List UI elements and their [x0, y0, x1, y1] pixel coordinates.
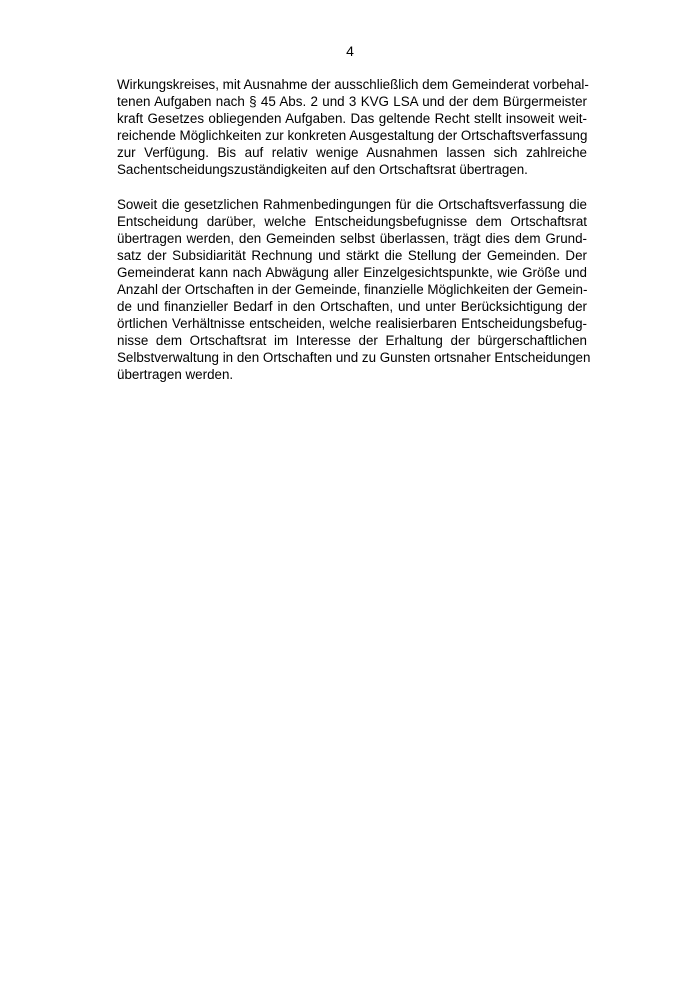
text-line: örtlichen Verhältnisse entscheiden, welche realisierbaren Entscheidungsbefug- — [117, 316, 587, 331]
text-line: Wirkungskreises, mit Ausnahme der ausschließlich dem Gemeinderat vorbehal- — [117, 77, 589, 92]
text-line: übertragen werden, den Gemeinden selbst überlassen, trägt dies dem Grund- — [117, 231, 587, 246]
paragraph-1 — [117, 76, 587, 178]
text-line: Soweit die gesetzlichen Rahmenbedingungen für die Ortschaftsverfassung die — [117, 197, 587, 212]
text-line: übertragen werden. — [117, 367, 234, 382]
text-line: Anzahl der Ortschaften in der Gemeinde, finanzielle Möglichkeiten der Gemein- — [117, 282, 588, 297]
text-line: Selbstverwaltung in den Ortschaften und zu Gunsten ortsnaher Entscheidungen — [117, 350, 591, 365]
page-number: 4 — [346, 43, 354, 59]
text-line: kraft Gesetzes obliegenden Aufgaben. Das geltende Recht stellt insoweit weit- — [117, 111, 587, 126]
text-line: Gemeinderat kann nach Abwägung aller Einzelgesichtspunkte, wie Größe und — [117, 265, 587, 280]
text-line: nisse dem Ortschaftsrat im Interesse der Erhaltung der bürgerschaftlichen — [117, 333, 587, 348]
text-line: tenen Aufgaben nach § 45 Abs. 2 und 3 KVG LSA und der dem Bürgermeister — [117, 94, 587, 109]
text-line: de und finanzieller Bedarf in den Ortschaften, und unter Berücksichtigung der — [117, 299, 587, 314]
text-line: zur Verfügung. Bis auf relativ wenige Ausnahmen lassen sich zahlreiche — [117, 145, 587, 160]
body-text — [117, 76, 591, 401]
text-line: satz der Subsidiarität Rechnung und stärkt die Stellung der Gemeinden. Der — [117, 248, 587, 263]
text-line: Entscheidung darüber, welche Entscheidungsbefugnisse dem Ortschaftsrat — [117, 214, 587, 229]
text-line: Sachentscheidungszuständigkeiten auf den Ortschaftsrat übertragen. — [117, 162, 528, 177]
paragraph-2 — [117, 196, 591, 383]
text-line: reichende Möglichkeiten zur konkreten Ausgestaltung der Ortschaftsverfassung — [117, 128, 588, 143]
